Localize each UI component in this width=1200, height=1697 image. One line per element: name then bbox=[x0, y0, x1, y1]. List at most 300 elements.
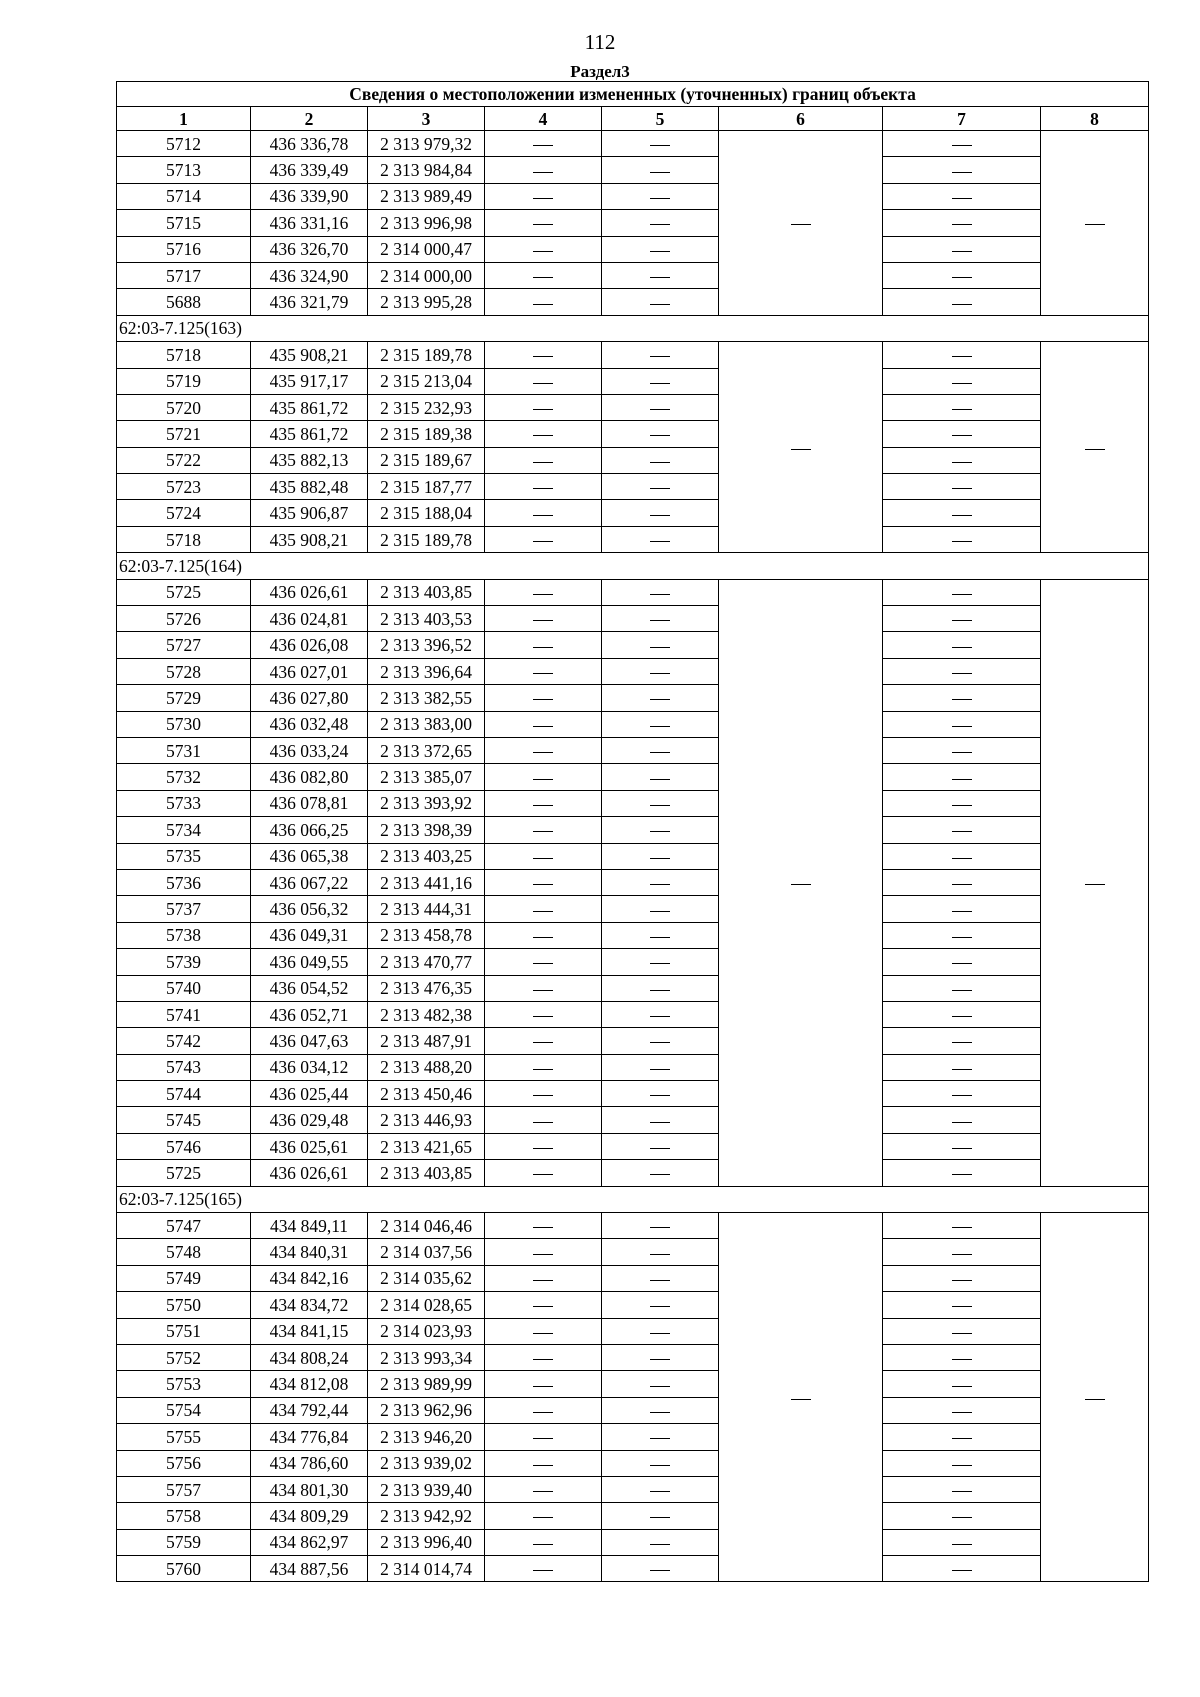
y-coordinate: 2 314 028,65 bbox=[368, 1292, 485, 1318]
dash-mark bbox=[650, 1280, 670, 1281]
column-7-value bbox=[883, 1371, 1041, 1397]
x-coordinate: 434 812,08 bbox=[251, 1371, 368, 1397]
group-header-row bbox=[117, 315, 1149, 341]
column-4-value bbox=[485, 711, 602, 737]
column-5-value bbox=[602, 949, 719, 975]
dash-mark bbox=[533, 541, 553, 542]
dash-mark bbox=[791, 1399, 811, 1400]
table-row bbox=[117, 421, 1149, 447]
column-7-value bbox=[883, 342, 1041, 368]
dash-mark bbox=[650, 1333, 670, 1334]
dash-mark bbox=[533, 1254, 553, 1255]
x-coordinate: 436 324,90 bbox=[251, 262, 368, 288]
point-number: 5735 bbox=[117, 843, 251, 869]
y-coordinate: 2 313 403,85 bbox=[368, 1160, 485, 1186]
dash-mark bbox=[952, 1227, 972, 1228]
x-coordinate: 436 336,78 bbox=[251, 131, 368, 157]
dash-mark bbox=[650, 541, 670, 542]
x-coordinate: 436 049,55 bbox=[251, 949, 368, 975]
column-5-value bbox=[602, 157, 719, 183]
point-number: 5737 bbox=[117, 896, 251, 922]
table-row bbox=[117, 843, 1149, 869]
y-coordinate: 2 315 189,78 bbox=[368, 342, 485, 368]
x-coordinate: 436 082,80 bbox=[251, 764, 368, 790]
dash-mark bbox=[650, 911, 670, 912]
x-coordinate: 435 908,21 bbox=[251, 526, 368, 552]
dash-mark bbox=[533, 409, 553, 410]
x-coordinate: 436 065,38 bbox=[251, 843, 368, 869]
dash-mark bbox=[533, 620, 553, 621]
x-coordinate: 436 034,12 bbox=[251, 1054, 368, 1080]
y-coordinate: 2 313 946,20 bbox=[368, 1424, 485, 1450]
x-coordinate: 435 908,21 bbox=[251, 342, 368, 368]
x-coordinate: 436 339,90 bbox=[251, 183, 368, 209]
table-row bbox=[117, 790, 1149, 816]
column-7-value bbox=[883, 1529, 1041, 1555]
dash-mark bbox=[650, 779, 670, 780]
column-7-value bbox=[883, 183, 1041, 209]
point-number: 5720 bbox=[117, 394, 251, 420]
dash-mark bbox=[533, 911, 553, 912]
point-number: 5752 bbox=[117, 1344, 251, 1370]
dash-mark bbox=[952, 990, 972, 991]
column-6-value bbox=[719, 1213, 883, 1582]
column-7-value bbox=[883, 737, 1041, 763]
column-5-value bbox=[602, 1476, 719, 1502]
column-5-value bbox=[602, 262, 719, 288]
x-coordinate: 434 809,29 bbox=[251, 1503, 368, 1529]
y-coordinate: 2 313 939,02 bbox=[368, 1450, 485, 1476]
point-number: 5712 bbox=[117, 131, 251, 157]
dash-mark bbox=[952, 1491, 972, 1492]
column-4-value bbox=[485, 790, 602, 816]
group-header-row bbox=[117, 553, 1149, 579]
column-7-value bbox=[883, 157, 1041, 183]
x-coordinate: 436 052,71 bbox=[251, 1001, 368, 1027]
column-4-value bbox=[485, 869, 602, 895]
table-row bbox=[117, 526, 1149, 552]
y-coordinate: 2 314 037,56 bbox=[368, 1239, 485, 1265]
dash-mark bbox=[650, 462, 670, 463]
dash-mark bbox=[533, 198, 553, 199]
y-coordinate: 2 314 014,74 bbox=[368, 1556, 485, 1582]
column-header: 6 bbox=[719, 107, 883, 131]
dash-mark bbox=[952, 1544, 972, 1545]
dash-mark bbox=[533, 1465, 553, 1466]
column-7-value bbox=[883, 606, 1041, 632]
dash-mark bbox=[952, 779, 972, 780]
column-7-value bbox=[883, 1028, 1041, 1054]
dash-mark bbox=[533, 277, 553, 278]
dash-mark bbox=[533, 990, 553, 991]
page-number: 112 bbox=[584, 30, 616, 54]
column-5-value bbox=[602, 764, 719, 790]
point-number: 5742 bbox=[117, 1028, 251, 1054]
column-4-value bbox=[485, 368, 602, 394]
dash-mark bbox=[650, 1095, 670, 1096]
dash-mark bbox=[650, 1412, 670, 1413]
column-4-value bbox=[485, 1213, 602, 1239]
x-coordinate: 436 025,44 bbox=[251, 1081, 368, 1107]
column-5-value bbox=[602, 1001, 719, 1027]
dash-mark bbox=[650, 224, 670, 225]
column-header: 2 bbox=[251, 107, 368, 131]
column-7-value bbox=[883, 896, 1041, 922]
x-coordinate: 434 808,24 bbox=[251, 1344, 368, 1370]
dash-mark bbox=[650, 1386, 670, 1387]
column-4-value bbox=[485, 579, 602, 605]
table-row bbox=[117, 1556, 1149, 1582]
point-number: 5719 bbox=[117, 368, 251, 394]
dash-mark bbox=[650, 1254, 670, 1255]
column-5-value bbox=[602, 1556, 719, 1582]
table-row bbox=[117, 131, 1149, 157]
point-number: 5729 bbox=[117, 685, 251, 711]
dash-mark bbox=[650, 1570, 670, 1571]
column-4-value bbox=[485, 764, 602, 790]
x-coordinate: 434 840,31 bbox=[251, 1239, 368, 1265]
point-number: 5725 bbox=[117, 1160, 251, 1186]
point-number: 5726 bbox=[117, 606, 251, 632]
point-number: 5743 bbox=[117, 1054, 251, 1080]
table-row bbox=[117, 1397, 1149, 1423]
dash-mark bbox=[533, 594, 553, 595]
x-coordinate: 436 026,61 bbox=[251, 1160, 368, 1186]
column-4-value bbox=[485, 183, 602, 209]
dash-mark bbox=[952, 699, 972, 700]
y-coordinate: 2 314 035,62 bbox=[368, 1265, 485, 1291]
point-number: 5715 bbox=[117, 210, 251, 236]
table-row bbox=[117, 1160, 1149, 1186]
table-row bbox=[117, 1028, 1149, 1054]
column-7-value bbox=[883, 790, 1041, 816]
column-7-value bbox=[883, 210, 1041, 236]
table-row bbox=[117, 975, 1149, 1001]
x-coordinate: 435 861,72 bbox=[251, 421, 368, 447]
dash-mark bbox=[650, 990, 670, 991]
table-row bbox=[117, 606, 1149, 632]
x-coordinate: 436 049,31 bbox=[251, 922, 368, 948]
dash-mark bbox=[533, 1042, 553, 1043]
dash-mark bbox=[791, 224, 811, 225]
dash-mark bbox=[533, 1069, 553, 1070]
dash-mark bbox=[952, 1306, 972, 1307]
column-7-value bbox=[883, 1503, 1041, 1529]
point-number: 5718 bbox=[117, 342, 251, 368]
dash-mark bbox=[952, 911, 972, 912]
column-7-value bbox=[883, 1001, 1041, 1027]
dash-mark bbox=[952, 1042, 972, 1043]
column-4-value bbox=[485, 922, 602, 948]
x-coordinate: 436 029,48 bbox=[251, 1107, 368, 1133]
column-5-value bbox=[602, 342, 719, 368]
point-number: 5745 bbox=[117, 1107, 251, 1133]
column-7-value bbox=[883, 1213, 1041, 1239]
table-row bbox=[117, 1476, 1149, 1502]
column-7-value bbox=[883, 1556, 1041, 1582]
table-row bbox=[117, 1424, 1149, 1450]
column-7-value bbox=[883, 1239, 1041, 1265]
dash-mark bbox=[533, 1491, 553, 1492]
dash-mark bbox=[952, 356, 972, 357]
column-4-value bbox=[485, 236, 602, 262]
table-row bbox=[117, 394, 1149, 420]
column-4-value bbox=[485, 1556, 602, 1582]
dash-mark bbox=[650, 594, 670, 595]
dash-mark bbox=[952, 198, 972, 199]
column-5-value bbox=[602, 474, 719, 500]
column-4-value bbox=[485, 157, 602, 183]
dash-mark bbox=[952, 488, 972, 489]
point-number: 5714 bbox=[117, 183, 251, 209]
x-coordinate: 434 849,11 bbox=[251, 1213, 368, 1239]
dash-mark bbox=[533, 1438, 553, 1439]
table-row bbox=[117, 1213, 1149, 1239]
point-number: 5746 bbox=[117, 1133, 251, 1159]
dash-mark bbox=[650, 488, 670, 489]
table-row bbox=[117, 447, 1149, 473]
dash-mark bbox=[533, 963, 553, 964]
column-header: 4 bbox=[485, 107, 602, 131]
y-coordinate: 2 313 996,40 bbox=[368, 1529, 485, 1555]
column-5-value bbox=[602, 1107, 719, 1133]
dash-mark bbox=[952, 594, 972, 595]
point-number: 5733 bbox=[117, 790, 251, 816]
column-5-value bbox=[602, 817, 719, 843]
dash-mark bbox=[952, 515, 972, 516]
x-coordinate: 434 801,30 bbox=[251, 1476, 368, 1502]
x-coordinate: 435 882,48 bbox=[251, 474, 368, 500]
column-5-value bbox=[602, 500, 719, 526]
dash-mark bbox=[952, 1438, 972, 1439]
y-coordinate: 2 313 393,92 bbox=[368, 790, 485, 816]
dash-mark bbox=[533, 435, 553, 436]
x-coordinate: 435 917,17 bbox=[251, 368, 368, 394]
y-coordinate: 2 313 487,91 bbox=[368, 1028, 485, 1054]
dash-mark bbox=[533, 884, 553, 885]
table-row bbox=[117, 157, 1149, 183]
column-7-value bbox=[883, 685, 1041, 711]
dash-mark bbox=[952, 1016, 972, 1017]
dash-mark bbox=[952, 1122, 972, 1123]
table-row bbox=[117, 1529, 1149, 1555]
dash-mark bbox=[533, 1386, 553, 1387]
column-7-value bbox=[883, 817, 1041, 843]
column-7-value bbox=[883, 1265, 1041, 1291]
dash-mark bbox=[952, 1280, 972, 1281]
dash-mark bbox=[952, 145, 972, 146]
dash-mark bbox=[650, 1544, 670, 1545]
table-row bbox=[117, 764, 1149, 790]
y-coordinate: 2 313 441,16 bbox=[368, 869, 485, 895]
dash-mark bbox=[533, 1570, 553, 1571]
dash-mark bbox=[533, 462, 553, 463]
column-4-value bbox=[485, 1054, 602, 1080]
y-coordinate: 2 313 942,92 bbox=[368, 1503, 485, 1529]
dash-mark bbox=[952, 1254, 972, 1255]
column-8-value bbox=[1041, 342, 1149, 553]
column-5-value bbox=[602, 447, 719, 473]
column-7-value bbox=[883, 843, 1041, 869]
point-number: 5725 bbox=[117, 579, 251, 605]
dash-mark bbox=[952, 1465, 972, 1466]
point-number: 5717 bbox=[117, 262, 251, 288]
column-5-value bbox=[602, 975, 719, 1001]
dash-mark bbox=[952, 1095, 972, 1096]
dash-mark bbox=[952, 963, 972, 964]
column-header: 8 bbox=[1041, 107, 1149, 131]
dash-mark bbox=[650, 673, 670, 674]
dash-mark bbox=[533, 1016, 553, 1017]
dash-mark bbox=[952, 277, 972, 278]
group-label: 62:03-7.125(163) bbox=[117, 315, 1149, 341]
column-5-value bbox=[602, 1292, 719, 1318]
column-5-value bbox=[602, 394, 719, 420]
column-7-value bbox=[883, 869, 1041, 895]
y-coordinate: 2 313 476,35 bbox=[368, 975, 485, 1001]
dash-mark bbox=[650, 1174, 670, 1175]
dash-mark bbox=[533, 251, 553, 252]
column-6-value bbox=[719, 342, 883, 553]
x-coordinate: 436 027,01 bbox=[251, 658, 368, 684]
dash-mark bbox=[650, 1042, 670, 1043]
column-7-value bbox=[883, 1107, 1041, 1133]
column-5-value bbox=[602, 1450, 719, 1476]
dash-mark bbox=[533, 515, 553, 516]
dash-mark bbox=[650, 145, 670, 146]
dash-mark bbox=[533, 673, 553, 674]
column-5-value bbox=[602, 1529, 719, 1555]
y-coordinate: 2 313 993,34 bbox=[368, 1344, 485, 1370]
column-4-value bbox=[485, 210, 602, 236]
group-header-row bbox=[117, 1186, 1149, 1212]
dash-mark bbox=[650, 963, 670, 964]
dash-mark bbox=[952, 1412, 972, 1413]
x-coordinate: 436 026,08 bbox=[251, 632, 368, 658]
column-4-value bbox=[485, 1081, 602, 1107]
table-row bbox=[117, 1344, 1149, 1370]
point-number: 5740 bbox=[117, 975, 251, 1001]
column-5-value bbox=[602, 896, 719, 922]
dash-mark bbox=[952, 1174, 972, 1175]
y-coordinate: 2 313 403,85 bbox=[368, 579, 485, 605]
x-coordinate: 436 331,16 bbox=[251, 210, 368, 236]
column-4-value bbox=[485, 606, 602, 632]
column-7-value bbox=[883, 131, 1041, 157]
x-coordinate: 434 842,16 bbox=[251, 1265, 368, 1291]
column-4-value bbox=[485, 1239, 602, 1265]
column-4-value bbox=[485, 1133, 602, 1159]
dash-mark bbox=[533, 488, 553, 489]
dash-mark bbox=[952, 1069, 972, 1070]
point-number: 5730 bbox=[117, 711, 251, 737]
x-coordinate: 434 834,72 bbox=[251, 1292, 368, 1318]
column-4-value bbox=[485, 737, 602, 763]
column-4-value bbox=[485, 131, 602, 157]
column-4-value bbox=[485, 262, 602, 288]
column-5-value bbox=[602, 236, 719, 262]
column-7-value bbox=[883, 394, 1041, 420]
column-4-value bbox=[485, 1529, 602, 1555]
table-row bbox=[117, 737, 1149, 763]
table-row bbox=[117, 1371, 1149, 1397]
dash-mark bbox=[1085, 884, 1105, 885]
dash-mark bbox=[952, 726, 972, 727]
point-number: 5749 bbox=[117, 1265, 251, 1291]
column-5-value bbox=[602, 1424, 719, 1450]
table-row bbox=[117, 210, 1149, 236]
table-row bbox=[117, 1318, 1149, 1344]
column-7-value bbox=[883, 262, 1041, 288]
point-number: 5724 bbox=[117, 500, 251, 526]
point-number: 5754 bbox=[117, 1397, 251, 1423]
column-7-value bbox=[883, 474, 1041, 500]
y-coordinate: 2 315 189,38 bbox=[368, 421, 485, 447]
column-header: 7 bbox=[883, 107, 1041, 131]
y-coordinate: 2 314 023,93 bbox=[368, 1318, 485, 1344]
y-coordinate: 2 313 396,52 bbox=[368, 632, 485, 658]
column-5-value bbox=[602, 183, 719, 209]
dash-mark bbox=[650, 383, 670, 384]
column-5-value bbox=[602, 1265, 719, 1291]
dash-mark bbox=[650, 699, 670, 700]
column-4-value bbox=[485, 1371, 602, 1397]
dash-mark bbox=[533, 1174, 553, 1175]
column-5-value bbox=[602, 1054, 719, 1080]
column-5-value bbox=[602, 632, 719, 658]
group-label: 62:03-7.125(165) bbox=[117, 1186, 1149, 1212]
column-7-value bbox=[883, 1397, 1041, 1423]
caption-row bbox=[117, 82, 1149, 107]
table-row bbox=[117, 500, 1149, 526]
column-4-value bbox=[485, 500, 602, 526]
column-number-row bbox=[117, 107, 1149, 131]
point-number: 5732 bbox=[117, 764, 251, 790]
dash-mark bbox=[952, 937, 972, 938]
table-row bbox=[117, 896, 1149, 922]
point-number: 5759 bbox=[117, 1529, 251, 1555]
dash-mark bbox=[650, 172, 670, 173]
dash-mark bbox=[650, 620, 670, 621]
x-coordinate: 434 862,97 bbox=[251, 1529, 368, 1555]
column-5-value bbox=[602, 421, 719, 447]
column-5-value bbox=[602, 526, 719, 552]
table-row bbox=[117, 1081, 1149, 1107]
table-body bbox=[117, 82, 1149, 1582]
column-header: 3 bbox=[368, 107, 485, 131]
point-number: 5739 bbox=[117, 949, 251, 975]
dash-mark bbox=[533, 1122, 553, 1123]
y-coordinate: 2 313 482,38 bbox=[368, 1001, 485, 1027]
dash-mark bbox=[533, 779, 553, 780]
dash-mark bbox=[533, 1333, 553, 1334]
dash-mark bbox=[952, 1148, 972, 1149]
dash-mark bbox=[533, 356, 553, 357]
y-coordinate: 2 313 939,40 bbox=[368, 1476, 485, 1502]
dash-mark bbox=[952, 884, 972, 885]
point-number: 5747 bbox=[117, 1213, 251, 1239]
column-5-value bbox=[602, 1081, 719, 1107]
point-number: 5716 bbox=[117, 236, 251, 262]
boundary-coordinates-table bbox=[116, 81, 1149, 1582]
point-number: 5756 bbox=[117, 1450, 251, 1476]
column-4-value bbox=[485, 1318, 602, 1344]
table-row bbox=[117, 817, 1149, 843]
column-4-value bbox=[485, 1107, 602, 1133]
dash-mark bbox=[952, 462, 972, 463]
table-row bbox=[117, 658, 1149, 684]
dash-mark bbox=[533, 831, 553, 832]
